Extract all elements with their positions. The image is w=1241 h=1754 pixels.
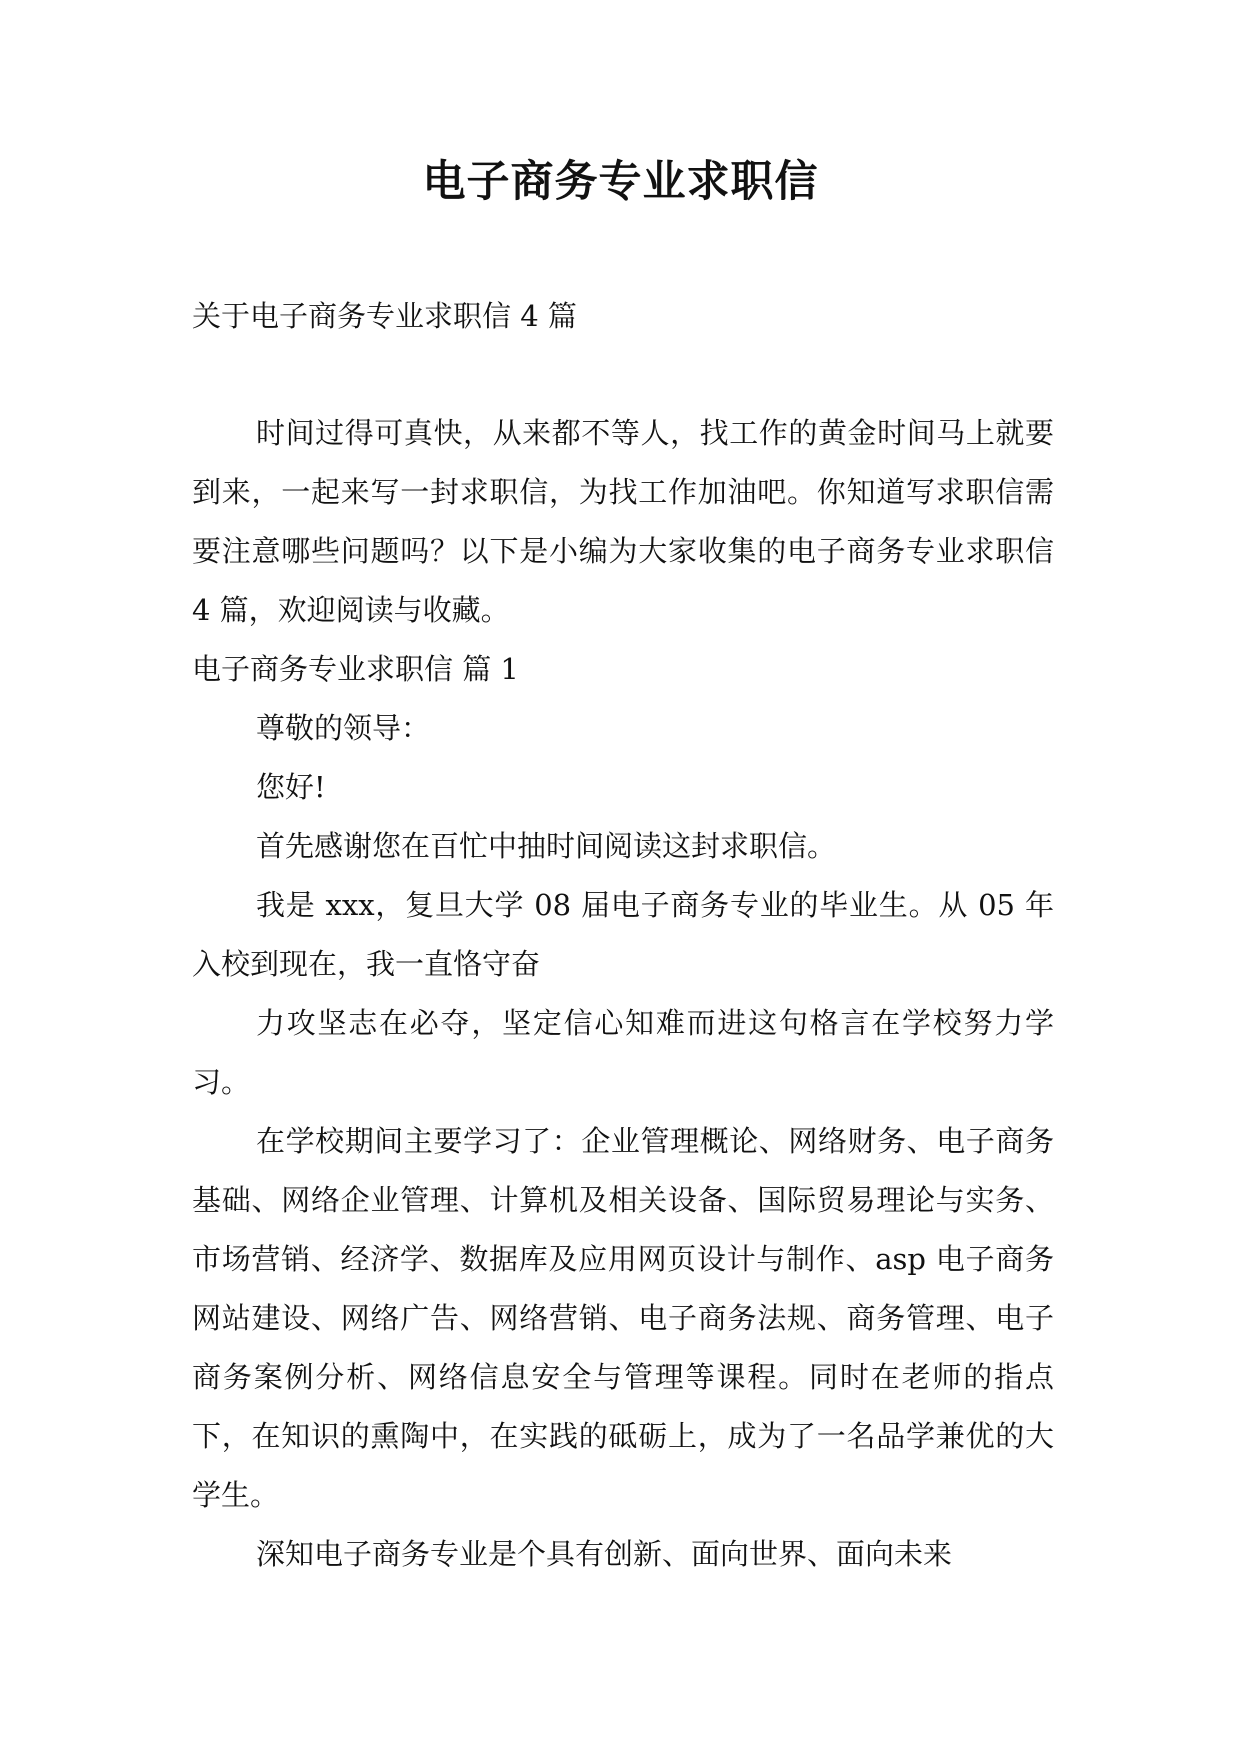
paragraph-motto: 力攻坚志在必夺，坚定信心知难而进这句格言在学校努力学习。: [192, 1006, 1054, 1099]
document-subtitle: 关于电子商务专业求职信 4 篇: [192, 299, 577, 333]
paragraph-greeting: 您好!: [256, 770, 326, 804]
document-body: [192, 404, 1054, 1584]
section-heading: 电子商务专业求职信 篇 1: [192, 652, 519, 686]
paragraph-closing: 深知电子商务专业是个具有创新、面向世界、面向未来: [256, 1537, 953, 1571]
paragraph-courses: 在学校期间主要学习了：企业管理概论、网络财务、电子商务基础、网络企业管理、计算机及相关设备、国际贸易理论与实务、市场营销、经济学、数据库及应用网页设计与制作、asp 电子商务网站建设、网络广告、网络营销、电子商务法规、商务管理、电子商务案例分析、网络信息安全与管理等课程。同时在老师的指点下，在知识的熏陶中，在实践的砥砺上，成为了一名品学兼优的大学生。: [192, 1124, 1054, 1512]
document-title: 电子商务专业求职信: [422, 157, 819, 207]
paragraph-intro: 时间过得可真快，从来都不等人，找工作的黄金时间马上就要到来，一起来写一封求职信，为找工作加油吧。你知道写求职信需要注意哪些问题吗？以下是小编为大家收集的电子商务专业求职信 4 篇，欢迎阅读与收藏。: [192, 416, 1054, 627]
paragraph-self-intro: 我是 xxx，复旦大学 08 届电子商务专业的毕业生。从 05 年入校到现在，我一直恪守奋: [192, 888, 1054, 981]
paragraph-thanks: 首先感谢您在百忙中抽时间阅读这封求职信。: [256, 829, 837, 863]
paragraph-salutation: 尊敬的领导：: [256, 711, 431, 745]
